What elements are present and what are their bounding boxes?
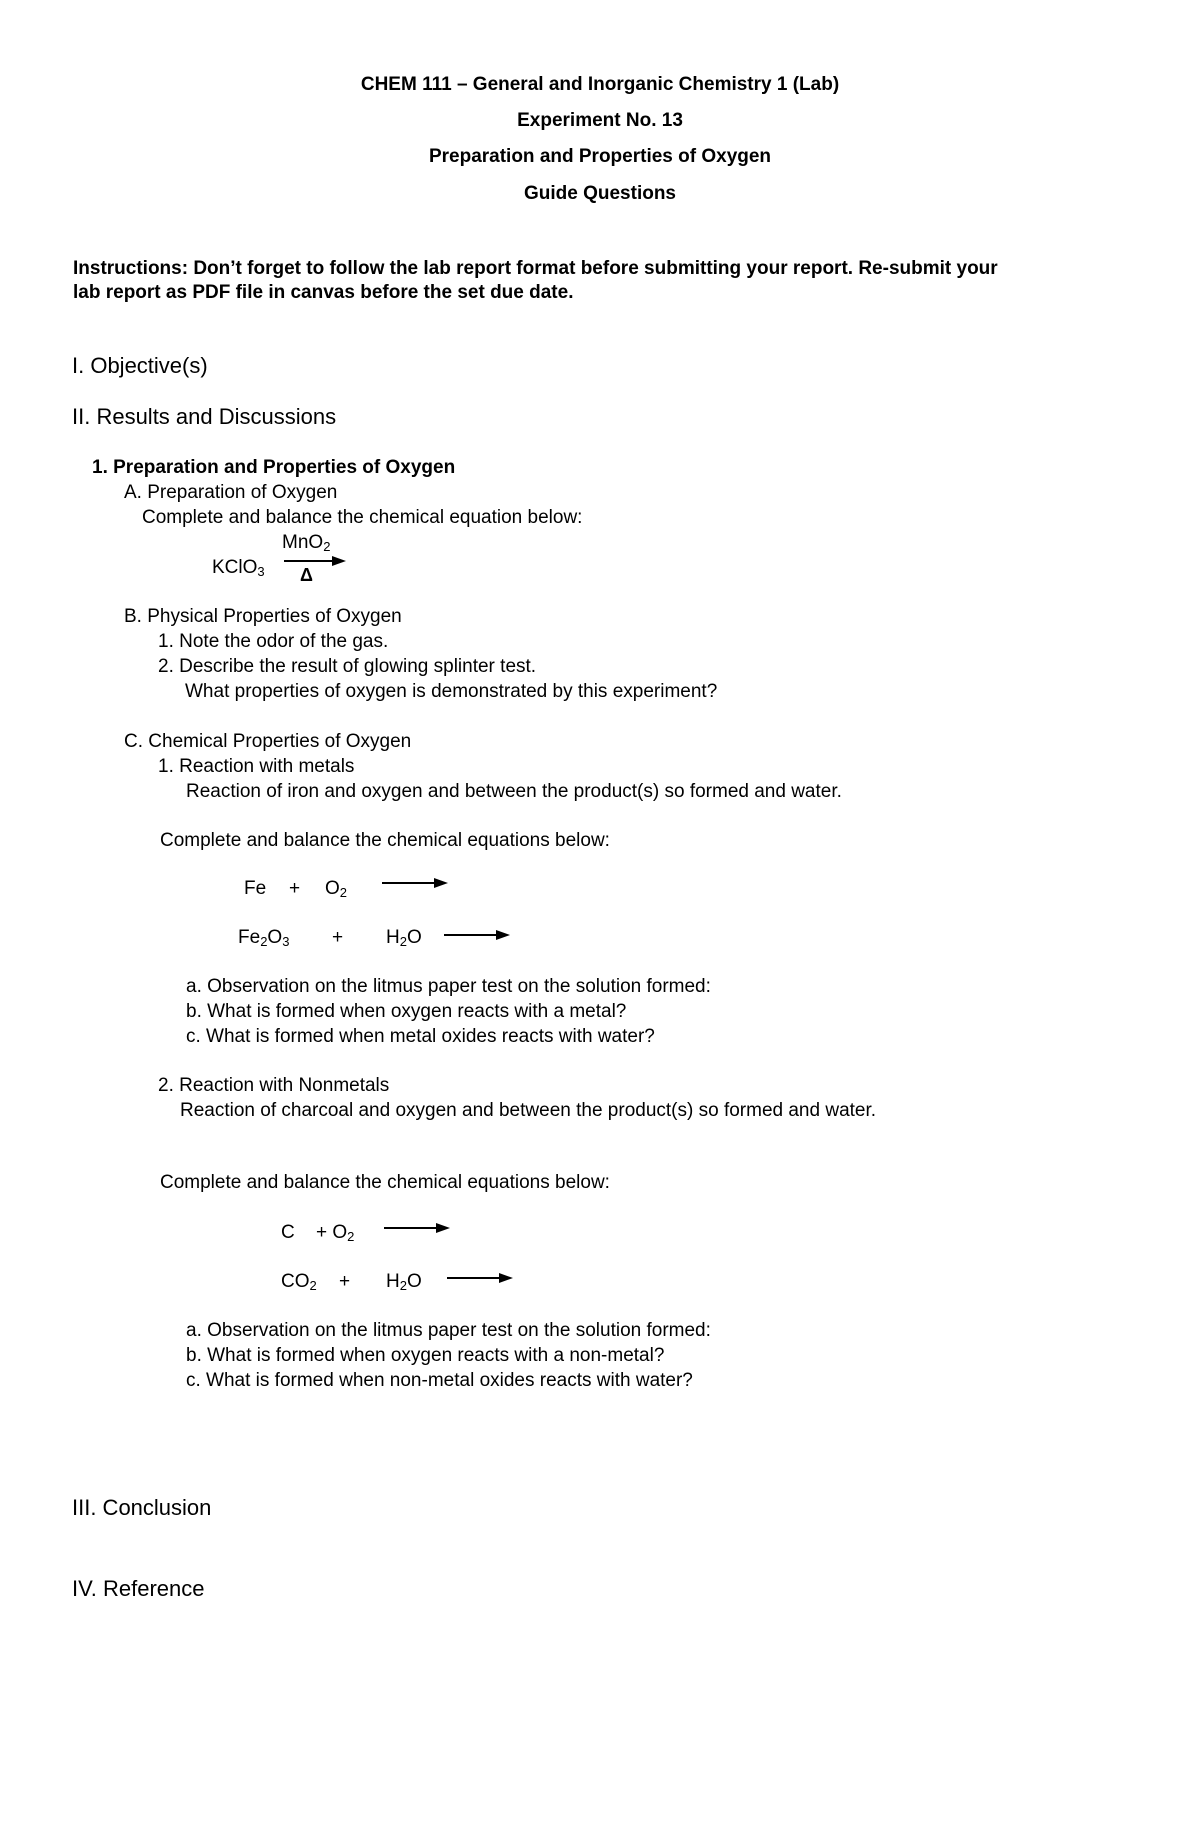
eq-plus: + [339,1271,351,1292]
metals-description: Reaction of iron and oxygen and between the product(s) so formed and water. [186,781,842,802]
metals-question-b: b. What is formed when oxygen reacts with a metal? [186,1001,627,1022]
section-objectives: I. Objective(s) [72,353,208,378]
nonmetals-description: Reaction of charcoal and oxygen and between the product(s) so formed and water. [180,1100,877,1121]
part-a-title: A. Preparation of Oxygen [124,482,338,503]
metals-question-c: c. What is formed when metal oxides reacts with water? [186,1026,655,1047]
eq-co2: $CO_2$ [281,1271,317,1293]
nonmetals-question-c: c. What is formed when non-metal oxides reacts with water? [186,1370,693,1391]
metals-question-a: a. Observation on the litmus paper test on the solution formed: [186,976,711,997]
section-reference: IV. Reference [72,1576,205,1601]
part1-heading: 1. Preparation and Properties of Oxygen [92,457,456,478]
reaction-arrow-fe2o3 [444,928,510,942]
eq-h2o: $H_2O$ [386,927,422,949]
nonmetals-prompt: Complete and balance the chemical equations below: [160,1172,610,1193]
eq-plus: + [332,927,344,948]
eq-fe2o3: $Fe_2O_3$ [238,927,290,949]
instructions-line-2: lab report as PDF file in canvas before the set due date. [73,282,574,303]
section-results: II. Results and Discussions [72,404,337,429]
eq-h2o-2: $H_2O$ [386,1271,422,1293]
nonmetals-title: 2. Reaction with Nonmetals [158,1075,390,1096]
eq-c: C [281,1222,295,1243]
nonmetals-question-a: a. Observation on the litmus paper test on the solution formed: [186,1320,711,1341]
part-c-title: C. Chemical Properties of Oxygen [124,731,412,752]
metals-title: 1. Reaction with metals [158,756,355,777]
eq-fe: Fe [244,878,267,899]
course-title: CHEM 111 – General and Inorganic Chemistry 1 (Lab) [360,74,840,95]
heat-symbol: Δ [300,565,313,585]
reaction-arrow-c [384,1221,450,1235]
part-b-item-2-question: What properties of oxygen is demonstrated by this experiment? [185,681,718,702]
reaction-arrow-co2 [447,1271,513,1285]
reaction-arrow-fe [382,876,448,890]
guide-questions-label: Guide Questions [523,183,677,204]
metals-prompt: Complete and balance the chemical equations below: [160,830,610,851]
eq-plus-o2: + $O_2$ [316,1222,355,1244]
reactant-kclo3: KClO$_3$ [212,557,265,579]
part-b-item-1: 1. Note the odor of the gas. [158,631,389,652]
experiment-number: Experiment No. 13 [517,110,683,131]
part-b-title: B. Physical Properties of Oxygen [124,606,402,627]
part-b-item-2: 2. Describe the result of glowing splinter test. [158,656,537,677]
eq-plus: + [289,878,301,899]
experiment-title: Preparation and Properties of Oxygen [428,146,772,167]
nonmetals-question-b: b. What is formed when oxygen reacts with a non-metal? [186,1345,665,1366]
catalyst-label: MnO$_2$ [282,532,331,554]
part-a-prompt: Complete and balance the chemical equation below: [142,507,583,528]
section-conclusion: III. Conclusion [72,1495,212,1520]
reaction-arrow-a [284,554,346,568]
eq-o2: $O_2$ [325,878,348,900]
instructions-line-1: Instructions: Don’t forget to follow the lab report format before submitting your report. Re-submit your [73,258,998,279]
